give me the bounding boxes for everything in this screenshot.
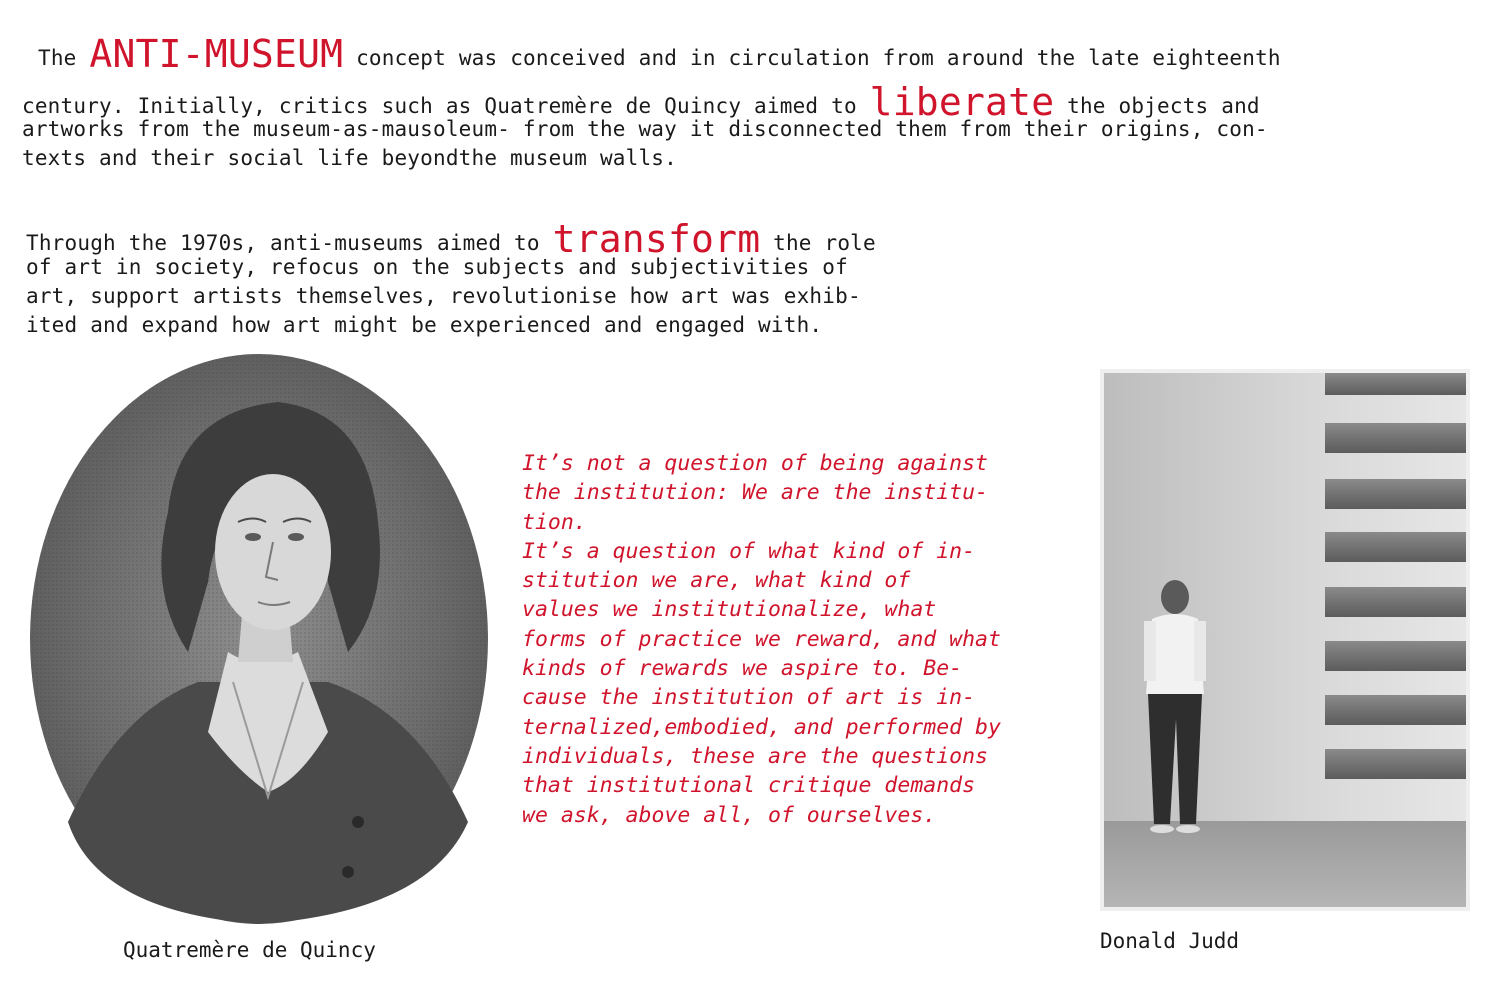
quote-line: cause the institution of art is in- [522,685,976,711]
institution-quote [522,449,1001,830]
para2-line-1 [26,215,876,259]
intro-line-2 [22,78,1260,122]
photo-caption: Donald Judd [1100,929,1240,953]
intro-text: concept was conceived and in circulation from around the late eighteenth [343,46,1281,70]
intro-text: The [38,46,90,70]
quote-line: It’s a question of what kind of in- [522,538,976,564]
donald-judd-photo [1100,369,1470,911]
liberate-highlight: liberate [869,80,1055,124]
para2-line-2: of art in society, refocus on the subjects and subjectivities of [26,255,848,279]
intro-text: the objects and [1054,94,1260,118]
quincy-portrait-image [28,352,490,926]
para2-text: Through the 1970s, anti-museums aimed to [26,231,553,255]
portrait-caption: Quatremère de Quincy [123,938,376,962]
intro-line-3: artworks from the museum-as-mausoleum- from the way it disconnected them from their origins, con- [22,117,1268,141]
quote-line: kinds of rewards we aspire to. Be- [522,656,963,682]
transform-highlight: transform [552,217,761,261]
intro-line-1 [38,30,1281,74]
quote-line: we ask, above all, of ourselves. [522,802,937,828]
quote-line: individuals, these are the questions [522,743,988,769]
para2-line-3: art, support artists themselves, revolutionise how art was exhib- [26,284,861,308]
quote-line: that institutional critique demands [522,773,976,799]
quote-line: ternalized,embodied, and performed by [522,714,1001,740]
quote-line: the institution: We are the institu- [522,480,988,506]
intro-text: century. Initially, critics such as Quatremère de Quincy aimed to [22,94,870,118]
para2-text: the role [760,231,876,255]
quote-line: stitution we are, what kind of [522,568,911,594]
quote-line: It’s not a question of being against [522,451,988,476]
para2-line-4: ited and expand how art might be experienced and engaged with. [26,313,823,337]
quote-line: values we institutionalize, what [522,597,937,623]
quote-line: forms of practice we reward, and what [522,626,1001,652]
anti-museum-highlight: ANTI-MUSEUM [89,32,344,76]
quote-line: tion. [522,509,587,535]
intro-line-4: texts and their social life beyondthe museum walls. [22,146,677,170]
